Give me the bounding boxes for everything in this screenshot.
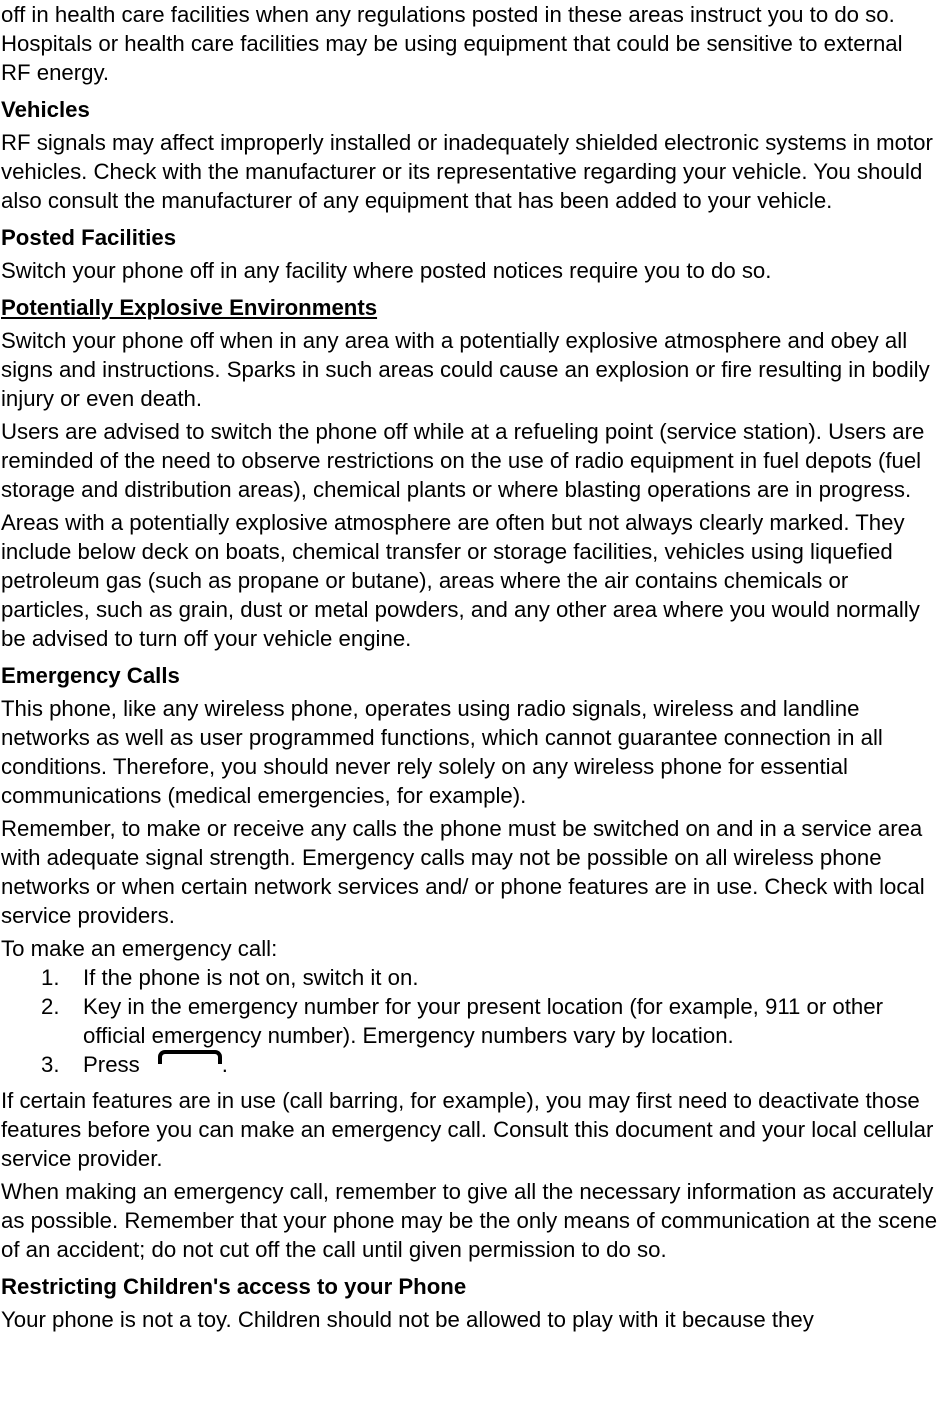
emergency-paragraph-4: If certain features are in use (call barring, for example), you may first need to deactivate those features before you can make an emergency call. Consult this document and your local cellular service provider. [1,1088,934,1171]
explosive-environments-heading: Potentially Explosive Environments [1,295,378,320]
step-text: Press [83,1052,140,1077]
step-number: 2. [41,994,60,1019]
emergency-paragraph-2: Remember, to make or receive any calls the phone must be switched on and in a service area with adequate signal strength. Emergency calls may not be possible on all wireless phone networks or when certain network services and/ or phone features are in use. Check with local service providers. [1,816,925,928]
step-text: If the phone is not on, switch it on. [83,965,419,990]
explosive-paragraph-3: Areas with a potentially explosive atmosphere are often but not always clearly marked. They include below deck on boats, chemical transfer or storage facilities, vehicles using liquefied petroleum gas (such as propane or butane), areas where the air contains chemicals or particles, such as grain, dust or metal powders, and any other area where you would normally be advised to turn off your vehicle engine. [1,510,920,651]
step-number: 1. [41,965,60,990]
vehicles-paragraph: RF signals may affect improperly installed or inadequately shielded electronic systems in motor vehicles. Check with the manufacturer or its representative regarding your vehicle. You should also consult the manufacturer of any equipment that has been added to your vehicle. [1,130,933,213]
list-item [1,963,938,992]
explosive-paragraph-1: Switch your phone off when in any area with a potentially explosive atmosphere and obey all signs and instructions. Sparks in such areas could cause an explosion or fire resulting in bodily injury or even death. [1,328,930,411]
emergency-calls-heading: Emergency Calls [1,663,180,688]
emergency-steps-list [1,963,938,1079]
emergency-paragraph-3: To make an emergency call: [1,936,278,961]
explosive-paragraph-2: Users are advised to switch the phone off while at a refueling point (service station). Users are reminded of the need to observe restrictions on the use of radio equipment in fuel depots (fuel storage and distribution areas), chemical plants or where blasting operations are in progress. [1,419,925,502]
vehicles-heading: Vehicles [1,97,90,122]
restricting-children-paragraph: Your phone is not a toy. Children should not be allowed to play with it because they [1,1307,814,1332]
emergency-paragraph-1: This phone, like any wireless phone, operates using radio signals, wireless and landline networks as well as user programmed functions, which cannot guarantee connection in all conditions. Therefore, you should never rely solely on any wireless phone for essential communications (medical emergencies, for example). [1,696,883,808]
posted-facilities-paragraph: Switch your phone off in any facility where posted notices require you to do so. [1,258,772,283]
posted-facilities-heading: Posted Facilities [1,225,177,250]
list-item [1,1050,938,1079]
send-key-icon [158,1050,222,1064]
intro-paragraph: off in health care facilities when any regulations posted in these areas instruct you to do so. Hospitals or health care facilities may be using equipment that could be sensitive to external RF energy. [1,2,903,85]
emergency-paragraph-5: When making an emergency call, remember to give all the necessary information as accurately as possible. Remember that your phone may be the only means of communication at the scene of an accident; do not cut off the call until given permission to do so. [1,1179,938,1262]
step-text: Key in the emergency number for your present location (for example, 911 or other official emergency number). Emergency numbers vary by location. [83,994,883,1048]
step-suffix: . [221,1052,228,1077]
list-item [1,992,938,1050]
restricting-children-heading: Restricting Children's access to your Phone [1,1274,467,1299]
step-number: 3. [41,1052,60,1077]
